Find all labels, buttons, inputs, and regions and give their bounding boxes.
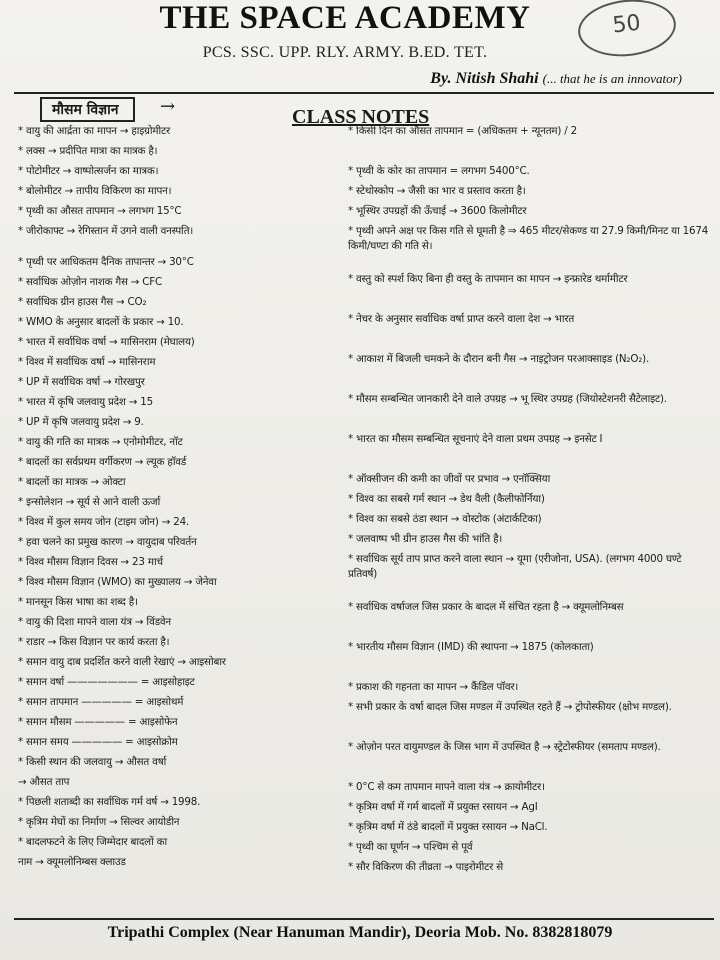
- note-item: * वायु की गति का मात्रक → एनोमोमीटर, नॉट: [18, 436, 183, 448]
- note-item: * किसी दिन का औसत तापमान = (अधिकतम + न्यूनतम) / 2: [348, 125, 577, 137]
- note-item: * कृत्रिम वर्षा में गर्म बादलों में प्रयुक्त रसायन → AgI: [348, 801, 538, 813]
- exam-list: PCS. SSC. UPP. RLY. ARMY. B.ED. TET.: [202, 44, 488, 61]
- note-item: * समान तापमान ————— = आइसोथर्म: [18, 696, 184, 708]
- note-item: * कृत्रिम वर्षा में ठंडे बादलों में प्रयुक्त रसायन → NaCl.: [348, 821, 548, 833]
- note-item: * समान वर्षा ——————— = आइसोहाइट: [18, 676, 195, 688]
- note-item: * पृथ्वी के कोर का तापमान = लगभग 5400°C.: [348, 165, 530, 177]
- note-item: * WMO के अनुसार बादलों के प्रकार → 10.: [18, 316, 184, 328]
- author-byline: [430, 70, 682, 88]
- footer-address: Tripathi Complex (Near Hanuman Mandir), Deoria Mob. No. 8382818079: [107, 924, 613, 941]
- author-name: By. Nitish Shahi: [430, 70, 539, 87]
- right-column: [348, 124, 710, 880]
- note-item: * वायु की आर्द्रता का मापन → हाइग्रोमीटर: [18, 125, 171, 137]
- note-item: * UP में कृषि जलवायु प्रदेश → 9.: [18, 416, 144, 428]
- note-item: * समान वायु दाब प्रदर्शित करने वाली रेखाएं → आइसोबार: [18, 656, 226, 668]
- note-item: * सौर विकिरण की तीव्रता → पाइरोमीटर से: [348, 861, 503, 873]
- note-item: * भारत का मौसम सम्बन्धित सूचनाएं देने वाला प्रथम उपग्रह → इनसेट I: [348, 433, 603, 445]
- note-item: * सर्वाधिक ग्रीन हाउस गैस → CO₂: [18, 296, 147, 308]
- note-item: * विश्व में कुल समय जोन (टाइम जोन) → 24.: [18, 516, 189, 528]
- note-item: * सभी प्रकार के वर्षा बादल जिस मण्डल में उपस्थित रहते हैं → ट्रोपोस्फीयर (क्षोभ मण्डल).: [348, 701, 672, 713]
- note-item: * विश्व मौसम विज्ञान दिवस → 23 मार्च: [18, 556, 163, 568]
- note-item: * पोटोमीटर → वाष्पोत्सर्जन का मात्रक।: [18, 165, 159, 177]
- note-item: * कृत्रिम मेघों का निर्माण → सिल्वर आयोडीन: [18, 816, 180, 828]
- note-item: * वस्तु को स्पर्श किए बिना ही वस्तु के तापमान का मापन → इन्फ्रारेड थर्मामीटर: [348, 273, 628, 285]
- note-item: नाम → क्यूमलोनिम्बस क्लाउड: [18, 856, 126, 868]
- note-item: * पृथ्वी का घूर्णन → पश्चिम से पूर्व: [348, 841, 473, 853]
- note-item: * पिछली शताब्दी का सर्वाधिक गर्म वर्ष → 1998.: [18, 796, 201, 808]
- note-item: * विश्व में सर्वाधिक वर्षा → मासिनराम: [18, 356, 156, 368]
- note-item: * मानसून किस भाषा का शब्द है।: [18, 596, 138, 608]
- note-item: * बादलों का मात्रक → ओक्टा: [18, 476, 126, 488]
- note-item: * वायु की दिशा मापने वाला यंत्र → विंडवेन: [18, 616, 171, 628]
- note-item: * नेचर के अनुसार सर्वाधिक वर्षा प्राप्त करने वाला देश → भारत: [348, 313, 575, 325]
- page-number-stamp: 50: [575, 0, 678, 61]
- note-item: * जीरोकाफ्ट → रेगिस्तान में उगने वाली वनस्पति।: [18, 225, 194, 237]
- topic-box: मौसम विज्ञान: [40, 97, 135, 122]
- arrow-right-icon: →: [160, 96, 176, 117]
- note-item: * स्टेथोस्कोप → जैसी का भार व प्रस्ताव करता है।: [348, 185, 526, 197]
- note-item: * ऑक्सीजन की कमी का जीवों पर प्रभाव → एनॉक्सिया: [348, 473, 551, 485]
- note-item: * पृथ्वी अपने अक्ष पर किस गति से घूमती है ⇒ 465 मीटर/सेकण्ड या 27.9 किमी/मिनट या 1674 किमी/घण्टा की गति से।: [348, 225, 709, 252]
- note-item: * बोलोमीटर → तापीय विकिरण का मापन।: [18, 185, 172, 197]
- note-item: * पृथ्वी पर आधिकतम दैनिक तापान्तर → 30°C: [18, 256, 194, 268]
- note-item: * सर्वाधिक ओज़ोन नाशक गैस → CFC: [18, 276, 162, 288]
- academy-title: THE SPACE ACADEMY: [159, 0, 531, 36]
- author-tagline: (... that he is an innovator): [542, 71, 682, 86]
- note-item: * समान मौसम ————— = आइसोफेन: [18, 716, 178, 728]
- note-item: * आकाश में बिजली चमकने के दौरान बनी गैस → नाइट्रोजन परआक्साइड (N₂O₂).: [348, 353, 650, 365]
- left-column: [18, 124, 338, 886]
- class-notes-heading: CLASS NOTES: [292, 106, 430, 128]
- note-item: * पृथ्वी का औसत तापमान → लगभग 15°C: [18, 205, 182, 217]
- note-item: * समान समय ————— = आइसोक्रोम: [18, 736, 178, 748]
- note-item: * विश्व का सबसे ठंडा स्थान → वोस्टोक (अंटार्कटिका): [348, 513, 542, 525]
- note-item: * सर्वाधिक वर्षाजल जिस प्रकार के बादल में संचित रहता है → क्यूमलोनिम्बस: [348, 601, 624, 613]
- note-item: * विश्व मौसम विज्ञान (WMO) का मुख्यालय → जेनेवा: [18, 576, 217, 588]
- header-divider: [14, 92, 714, 94]
- note-item: * हवा चलने का प्रमुख कारण → वायुदाब परिवर्तन: [18, 536, 197, 548]
- note-item: * बादलफटने के लिए जिम्मेदार बादलों का: [18, 836, 168, 848]
- note-item: * जलवाष्प भी ग्रीन हाउस गैस की भांति है।: [348, 533, 503, 545]
- note-item: * लक्स → प्रदीपित मात्रा का मात्रक है।: [18, 145, 158, 157]
- note-item: * भारत में सर्वाधिक वर्षा → मासिनराम (मेघालय): [18, 336, 195, 348]
- note-item: * राडार → किस विज्ञान पर कार्य करता है।: [18, 636, 170, 648]
- note-item: → औसत ताप: [18, 776, 70, 788]
- note-item: * 0°C से कम तापमान मापने वाला यंत्र → क्रायोमीटर।: [348, 781, 545, 793]
- note-item: * भारतीय मौसम विज्ञान (IMD) की स्थापना → 1875 (कोलकाता): [348, 641, 594, 653]
- note-item: * विश्व का सबसे गर्म स्थान → डेथ वैली (कैलीफोर्निया): [348, 493, 545, 505]
- note-item: * प्रकाश की गहनता का मापन → कैंडिल पॉवर।: [348, 681, 519, 693]
- note-item: * भूस्थिर उपग्रहों की ऊँचाई → 3600 किलोमीटर: [348, 205, 527, 217]
- note-item: * किसी स्थान की जलवायु → औसत वर्षा: [18, 756, 167, 768]
- note-item: * बादलों का सर्वप्रथम वर्गीकरण → ल्यूक हॉवर्ड: [18, 456, 187, 468]
- note-item: * UP में सर्वाधिक वर्षा → गोरखपुर: [18, 376, 145, 388]
- note-item: * सर्वाधिक सूर्य ताप प्राप्त करने वाला स्थान → यूमा (एरीजोना, USA). (लगभग 4000 घण्टे प्रतिवर्ष): [348, 553, 682, 580]
- footer-divider: [14, 918, 714, 920]
- note-item: * भारत में कृषि जलवायु प्रदेश → 15: [18, 396, 153, 408]
- note-item: * इन्सोलेशन → सूर्य से आने वाली ऊर्जा: [18, 496, 161, 508]
- note-item: * मौसम सम्बन्धित जानकारी देने वाले उपग्रह → भू स्थिर उपग्रह (जियोस्टेशनरी सैटेलाइट).: [348, 393, 667, 405]
- note-item: * ओज़ोन परत वायुमण्डल के जिस भाग में उपस्थित है → स्ट्रेटोस्फीयर (समताप मण्डल).: [348, 741, 661, 753]
